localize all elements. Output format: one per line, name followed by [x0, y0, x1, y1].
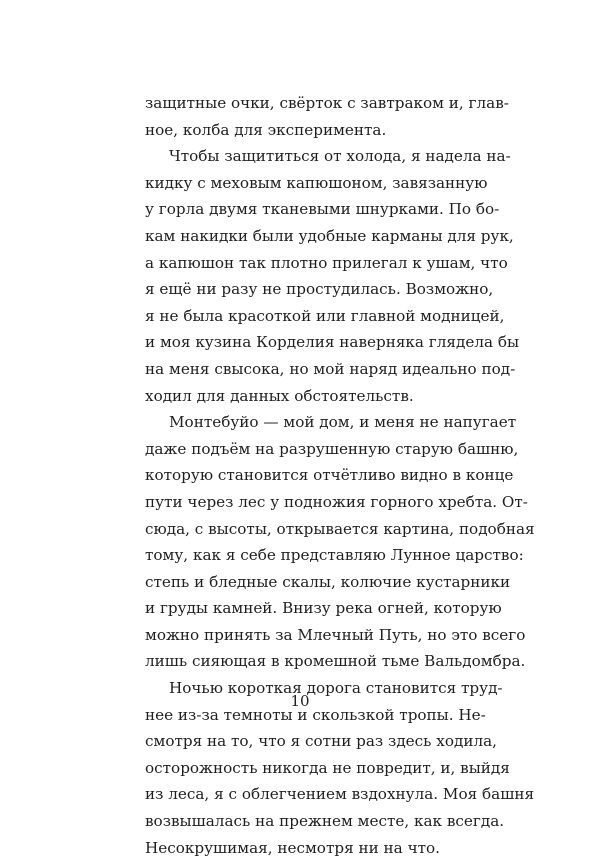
text-line: Несокрушимая, несмотря ни на что.	[145, 838, 440, 857]
paragraph	[145, 143, 520, 409]
text-line: можно принять за Млечный Путь, но это всего	[145, 625, 526, 644]
text-line: даже подъём на разрушенную старую башню,	[145, 439, 519, 458]
text-line: у горла двумя тканевыми шнурками. По бо-	[145, 200, 500, 219]
text-line: кам накидки были удобные карманы для рук,	[145, 226, 514, 245]
text-line: Чтобы защититься от холода, я надела на-	[169, 147, 511, 166]
text-line: и моя кузина Корделия наверняка глядела бы	[145, 333, 520, 352]
body-text	[145, 90, 535, 861]
text-line: кидку с меховым капюшоном, завязанную	[145, 173, 488, 192]
text-line: степь и бледные скалы, колючие кустарники	[145, 572, 511, 591]
paragraph	[145, 409, 535, 675]
text-line: Ночью короткая дорога становится труд-	[169, 679, 503, 698]
paragraph	[145, 90, 509, 143]
text-line: осторожность никогда не повредит, и, выйдя	[145, 758, 510, 777]
text-line: нее из-за темноты и скользкой тропы. Не-	[145, 705, 486, 724]
text-line: возвышалась на прежнем месте, как всегда.	[145, 812, 505, 831]
text-line: пути через лес у подножия горного хребта. От-	[145, 492, 528, 511]
text-line: Монтебуйо — мой дом, и меня не напугает	[169, 413, 517, 432]
text-line: смотря на то, что я сотни раз здесь ходила,	[145, 732, 497, 751]
text-line: тому, как я себе представляю Лунное царство:	[145, 546, 524, 565]
text-line: на меня свысока, но мой наряд идеально под-	[145, 359, 516, 378]
text-line: я ещё ни разу не простудилась. Возможно,	[145, 280, 494, 299]
page-number: 10	[290, 692, 310, 710]
text-line: ное, колба для эксперимента.	[145, 120, 387, 139]
text-line: защитные очки, свёрток с завтраком и, глав-	[145, 94, 509, 112]
text-line: я не была красоткой или главной модницей,	[145, 306, 505, 325]
text-line: сюда, с высоты, открывается картина, подобная	[145, 519, 535, 538]
text-line: а капюшон так плотно прилегал к ушам, что	[145, 253, 508, 272]
text-line: из леса, я с облегчением вздохнула. Моя башня	[145, 785, 535, 804]
text-line: ходил для данных обстоятельств.	[145, 386, 414, 405]
text-line: лишь сияющая в кромешной тьме Вальдомбра.	[145, 652, 526, 671]
text-line: которую становится отчётливо видно в конце	[145, 466, 514, 485]
text-line: и груды камней. Внизу река огней, которую	[145, 599, 502, 618]
